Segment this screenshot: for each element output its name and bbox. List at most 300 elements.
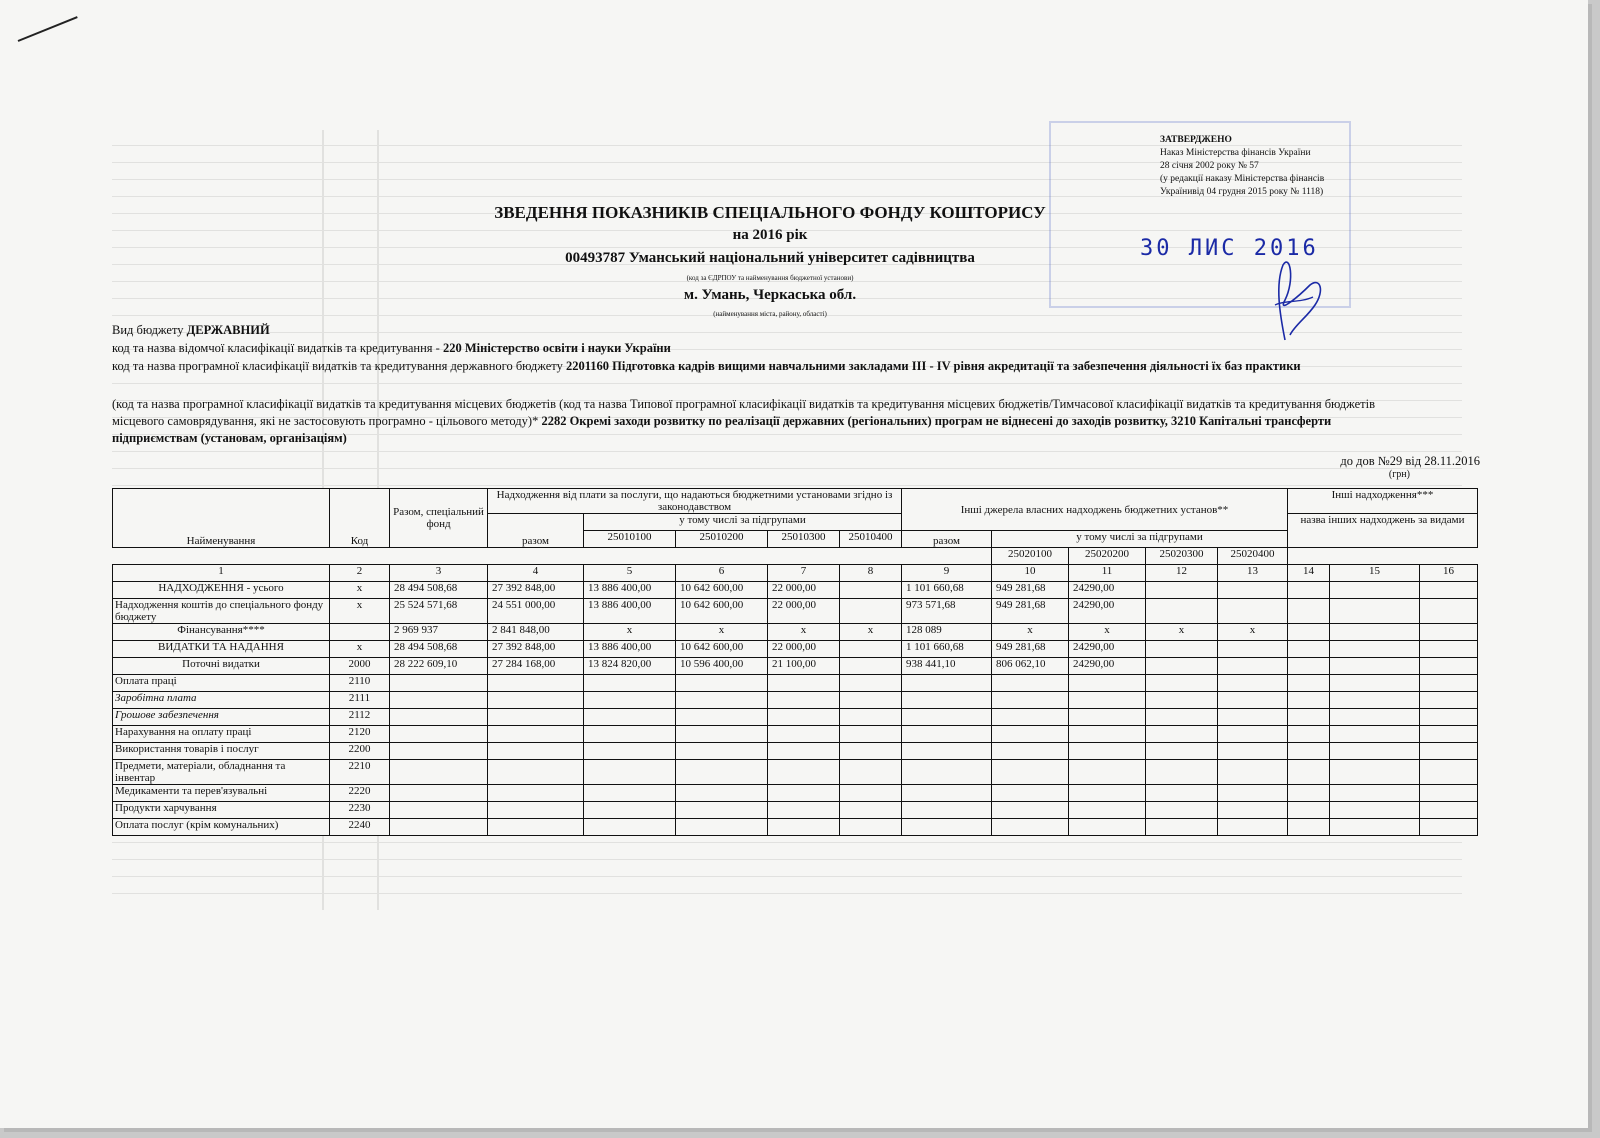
column-number: 2 — [330, 565, 390, 582]
table-cell — [840, 675, 902, 692]
table-cell — [992, 726, 1069, 743]
table-cell: 24290,00 — [1069, 582, 1146, 599]
table-cell — [1069, 760, 1146, 785]
table-cell — [1069, 785, 1146, 802]
table-row — [113, 692, 1478, 709]
pen-mark — [18, 16, 78, 42]
table-cell — [1146, 692, 1218, 709]
header-fees-group: Надходження від плати за послуги, що надаються бюджетними установами згідно із законодавством — [488, 489, 902, 514]
table-cell — [584, 726, 676, 743]
table-cell — [488, 692, 584, 709]
table-cell — [1218, 641, 1288, 658]
table-cell — [488, 675, 584, 692]
table-row — [113, 785, 1478, 802]
header-fees-code: 25010200 — [676, 531, 768, 548]
table-cell — [840, 641, 902, 658]
table-cell — [1420, 726, 1478, 743]
table-row — [113, 819, 1478, 836]
program-class-label: код та назва програмної класифікації видатків та кредитування державного бюджету — [112, 359, 566, 373]
city-name: м. Умань, Черкаська обл. — [683, 287, 857, 303]
table-cell — [902, 802, 992, 819]
row-code: 2111 — [330, 692, 390, 709]
table-cell — [488, 760, 584, 785]
column-number-row — [113, 565, 1478, 582]
table-cell: х — [1218, 624, 1288, 641]
table-cell: 24290,00 — [1069, 599, 1146, 624]
table-cell: 28 494 508,68 — [390, 641, 488, 658]
table-row — [113, 743, 1478, 760]
table-cell: 28 222 609,10 — [390, 658, 488, 675]
table-cell — [1330, 624, 1420, 641]
row-label: Нарахування на оплату праці — [113, 726, 330, 743]
table-cell — [1420, 582, 1478, 599]
row-code: 2210 — [330, 760, 390, 785]
dept-class-label: код та назва відомчої класифікації видатків та кредитування - — [112, 341, 443, 355]
header-other-sub: назва інших надходжень за видами — [1288, 514, 1478, 548]
header-own-code: 25020300 — [1146, 548, 1218, 565]
table-cell — [768, 743, 840, 760]
budget-type-line — [112, 322, 270, 339]
table-cell — [1069, 726, 1146, 743]
table-cell: 10 596 400,00 — [676, 658, 768, 675]
table-cell — [1069, 675, 1146, 692]
approval-block — [1160, 134, 1360, 199]
estimate-table — [112, 488, 1478, 836]
table-cell — [1069, 743, 1146, 760]
table-cell — [1069, 692, 1146, 709]
table-cell — [1420, 658, 1478, 675]
table-cell — [1288, 709, 1330, 726]
table-cell — [1420, 692, 1478, 709]
header-other-group: Інші надходження*** — [1288, 489, 1478, 514]
table-cell: 24 551 000,00 — [488, 599, 584, 624]
table-cell — [1218, 658, 1288, 675]
table-cell — [902, 743, 992, 760]
approval-line-1: Наказ Міністерства фінансів України — [1160, 148, 1311, 158]
table-cell — [768, 726, 840, 743]
dept-class-value: 220 Міністерство освіти і науки України — [442, 341, 671, 355]
table-cell — [1146, 743, 1218, 760]
table-cell — [390, 726, 488, 743]
table-cell — [1146, 802, 1218, 819]
table-cell — [1288, 760, 1330, 785]
table-row — [113, 760, 1478, 785]
table-cell: 22 000,00 — [768, 599, 840, 624]
table-cell: 25 524 571,68 — [390, 599, 488, 624]
table-cell — [1420, 641, 1478, 658]
table-row — [113, 582, 1478, 599]
table-row — [113, 599, 1478, 624]
table-cell — [902, 785, 992, 802]
table-cell — [1069, 802, 1146, 819]
column-number: 6 — [676, 565, 768, 582]
row-code: 2112 — [330, 709, 390, 726]
table-cell — [1218, 760, 1288, 785]
header-total: Разом, спеціальний фонд — [390, 489, 488, 548]
table-cell — [840, 726, 902, 743]
table-cell — [1288, 624, 1330, 641]
table-cell — [902, 819, 992, 836]
column-number: 9 — [902, 565, 992, 582]
row-code: х — [330, 599, 390, 624]
table-cell — [768, 802, 840, 819]
table-cell — [390, 802, 488, 819]
table-cell — [676, 709, 768, 726]
header-own-code: 25020200 — [1069, 548, 1146, 565]
table-cell — [1146, 641, 1218, 658]
table-cell — [1288, 726, 1330, 743]
doc-reference-text: до дов №29 від 28.11.2016 — [1340, 454, 1480, 468]
header-own-sub: у тому числі за підгрупами — [992, 531, 1288, 548]
table-cell — [1218, 692, 1288, 709]
table-cell — [902, 760, 992, 785]
table-cell — [584, 819, 676, 836]
table-cell — [584, 692, 676, 709]
table-cell: 949 281,68 — [992, 599, 1069, 624]
row-label: Поточні видатки — [113, 658, 330, 675]
table-cell — [992, 743, 1069, 760]
table-cell — [1146, 582, 1218, 599]
table-cell: х — [676, 624, 768, 641]
approval-line-3: (у редакції наказу Міністерства фінансів Українивід 04 грудня 2015 року № 1118) — [1160, 174, 1325, 197]
column-number: 12 — [1146, 565, 1218, 582]
header-fees-code: 25010400 — [840, 531, 902, 548]
table-cell: 1 101 660,68 — [902, 641, 992, 658]
program-class-line — [112, 358, 1332, 375]
table-cell — [840, 819, 902, 836]
local-class-line — [112, 396, 1412, 447]
table-cell: 13 886 400,00 — [584, 641, 676, 658]
table-row — [113, 641, 1478, 658]
table-cell — [1146, 785, 1218, 802]
table-cell — [768, 692, 840, 709]
header-name: Найменування — [113, 489, 330, 548]
table-cell — [1288, 641, 1330, 658]
table-cell — [1420, 675, 1478, 692]
table-cell: х — [840, 624, 902, 641]
table-cell — [584, 802, 676, 819]
table-cell — [676, 819, 768, 836]
table-cell — [584, 785, 676, 802]
table-cell — [992, 675, 1069, 692]
table-cell — [390, 743, 488, 760]
institution-note: (код за ЄДРПОУ та найменування бюджетної установи) — [686, 274, 854, 282]
table-cell — [992, 760, 1069, 785]
table-cell — [584, 709, 676, 726]
table-cell — [390, 692, 488, 709]
row-code: 2200 — [330, 743, 390, 760]
row-label: НАДХОДЖЕННЯ - усього — [113, 582, 330, 599]
table-cell: 806 062,10 — [992, 658, 1069, 675]
table-cell — [840, 658, 902, 675]
table-cell — [1069, 709, 1146, 726]
table-cell — [1330, 819, 1420, 836]
table-cell — [992, 802, 1069, 819]
table-cell — [902, 675, 992, 692]
table-cell — [1330, 582, 1420, 599]
table-cell — [1330, 785, 1420, 802]
row-label: Медикаменти та перев'язувальні — [113, 785, 330, 802]
budget-type-value: ДЕРЖАВНИЙ — [186, 323, 270, 337]
table-cell: х — [992, 624, 1069, 641]
table-cell — [902, 692, 992, 709]
table-cell — [584, 675, 676, 692]
table-cell — [488, 819, 584, 836]
table-cell: 28 494 508,68 — [390, 582, 488, 599]
table-cell — [1288, 658, 1330, 675]
table-cell — [1420, 785, 1478, 802]
table-cell — [1420, 709, 1478, 726]
table-cell — [1146, 726, 1218, 743]
table-cell — [840, 582, 902, 599]
row-label: ВИДАТКИ ТА НАДАННЯ — [113, 641, 330, 658]
table-cell: 22 000,00 — [768, 641, 840, 658]
table-cell: 27 392 848,00 — [488, 641, 584, 658]
table-cell — [1218, 582, 1288, 599]
column-number: 5 — [584, 565, 676, 582]
table-cell: 2 969 937 — [390, 624, 488, 641]
table-row — [113, 658, 1478, 675]
table-cell — [840, 709, 902, 726]
table-cell — [1218, 819, 1288, 836]
table-cell — [768, 675, 840, 692]
table-cell — [676, 743, 768, 760]
table-row — [113, 802, 1478, 819]
table-cell — [390, 760, 488, 785]
table-cell — [840, 760, 902, 785]
table-cell — [1288, 692, 1330, 709]
table-cell — [390, 709, 488, 726]
page-title: ЗВЕДЕННЯ ПОКАЗНИКІВ СПЕЦІАЛЬНОГО ФОНДУ КОШТОРИСУ — [494, 203, 1046, 222]
table-cell — [1420, 802, 1478, 819]
currency-note: (грн) — [1388, 469, 1410, 480]
header-own-group: Інші джерела власних надходжень бюджетних установ** — [902, 489, 1288, 531]
row-label: Предмети, матеріали, обладнання та інвентар — [113, 760, 330, 785]
approval-line-2: 28 січня 2002 року № 57 — [1160, 161, 1259, 171]
table-cell — [676, 692, 768, 709]
table-cell — [902, 709, 992, 726]
table-cell: 27 392 848,00 — [488, 582, 584, 599]
table-cell — [488, 743, 584, 760]
row-label: Заробітна плата — [113, 692, 330, 709]
table-cell: х — [768, 624, 840, 641]
table-cell: 10 642 600,00 — [676, 582, 768, 599]
column-number: 13 — [1218, 565, 1288, 582]
local-class-value: 2282 Окремі заходи розвитку по реалізації державних (регіональних) програм не віднесені до заходів розвитку, 3210 Капітальні трансферти підприємствам (установам, організаціям) — [112, 414, 1332, 445]
table-cell — [584, 743, 676, 760]
table-cell — [1146, 819, 1218, 836]
table-cell — [1146, 709, 1218, 726]
column-number: 11 — [1069, 565, 1146, 582]
table-cell — [676, 785, 768, 802]
table-cell — [1330, 675, 1420, 692]
column-number: 8 — [840, 565, 902, 582]
table-cell — [1069, 819, 1146, 836]
table-cell — [992, 692, 1069, 709]
table-cell: 949 281,68 — [992, 582, 1069, 599]
table-cell: 938 441,10 — [902, 658, 992, 675]
table-cell — [1420, 599, 1478, 624]
table-cell — [1146, 658, 1218, 675]
table-cell: 2 841 848,00 — [488, 624, 584, 641]
table-cell: 22 000,00 — [768, 582, 840, 599]
row-code — [330, 624, 390, 641]
table-cell — [1288, 582, 1330, 599]
header-own-total: разом — [902, 531, 992, 548]
table-cell: 27 284 168,00 — [488, 658, 584, 675]
row-code: 2120 — [330, 726, 390, 743]
column-number: 4 — [488, 565, 584, 582]
table-cell — [768, 760, 840, 785]
budget-year: на 2016 рік — [732, 227, 808, 243]
table-cell: 24290,00 — [1069, 641, 1146, 658]
table-row — [113, 709, 1478, 726]
signature-icon — [1255, 255, 1335, 345]
table-cell — [676, 760, 768, 785]
table-cell: х — [584, 624, 676, 641]
table-cell — [488, 709, 584, 726]
table-cell — [768, 785, 840, 802]
table-cell — [840, 802, 902, 819]
column-number: 15 — [1330, 565, 1420, 582]
table-cell — [1330, 802, 1420, 819]
table-cell — [768, 709, 840, 726]
stamp-date: 30 ЛИС 2016 — [1140, 236, 1319, 261]
column-number: 3 — [390, 565, 488, 582]
table-cell — [1330, 726, 1420, 743]
table-cell — [1146, 599, 1218, 624]
header-fees-code: 25010100 — [584, 531, 676, 548]
table-cell — [1330, 641, 1420, 658]
table-cell — [1288, 599, 1330, 624]
doc-reference — [1200, 454, 1480, 482]
row-code: 2000 — [330, 658, 390, 675]
table-cell — [1218, 726, 1288, 743]
table-row — [113, 726, 1478, 743]
table-cell — [840, 692, 902, 709]
budget-type-label: Вид бюджету — [112, 323, 187, 337]
table-cell — [1288, 819, 1330, 836]
table-cell — [1218, 709, 1288, 726]
table-cell — [1218, 785, 1288, 802]
row-label: Використання товарів і послуг — [113, 743, 330, 760]
row-label: Грошове забезпечення — [113, 709, 330, 726]
table-cell: 1 101 660,68 — [902, 582, 992, 599]
table-row — [113, 675, 1478, 692]
row-code: 2220 — [330, 785, 390, 802]
table-cell — [1330, 709, 1420, 726]
row-code: 2110 — [330, 675, 390, 692]
column-number: 7 — [768, 565, 840, 582]
header-own-codes-row — [113, 548, 1478, 565]
table-cell: 949 281,68 — [992, 641, 1069, 658]
table-cell — [1330, 760, 1420, 785]
table-cell: 24290,00 — [1069, 658, 1146, 675]
city-note: (найменування міста, району, області) — [713, 310, 827, 318]
table-cell — [1218, 802, 1288, 819]
row-code: х — [330, 641, 390, 658]
table-cell — [488, 802, 584, 819]
table-cell: 13 886 400,00 — [584, 582, 676, 599]
header-fees-total: разом — [488, 514, 584, 548]
row-label: Оплата послуг (крім комунальних) — [113, 819, 330, 836]
column-number: 10 — [992, 565, 1069, 582]
table-cell — [390, 675, 488, 692]
column-number: 1 — [113, 565, 330, 582]
row-label: Фінансування**** — [113, 624, 330, 641]
row-label: Надходження коштів до спеціального фонду бюджету — [113, 599, 330, 624]
dept-class-line — [112, 340, 671, 357]
table-cell — [992, 819, 1069, 836]
table-cell — [1288, 785, 1330, 802]
table-cell — [488, 785, 584, 802]
table-cell — [992, 785, 1069, 802]
header-own-code: 25020100 — [992, 548, 1069, 565]
table-cell — [390, 785, 488, 802]
table-cell — [1218, 743, 1288, 760]
table-cell — [1288, 675, 1330, 692]
row-code: х — [330, 582, 390, 599]
header-fees-sub: у тому числі за підгрупами — [584, 514, 902, 531]
table-cell — [1420, 760, 1478, 785]
table-cell — [676, 802, 768, 819]
table-cell — [1330, 743, 1420, 760]
table-cell — [1330, 692, 1420, 709]
table-row — [113, 624, 1478, 641]
table-cell: х — [1146, 624, 1218, 641]
table-cell — [1330, 658, 1420, 675]
local-class-label: (код та назва програмної класифікації видатків та кредитування місцевих бюджетів (код та назва Типової програмної класифікації видатків та кредитування місцевих бюджетів/Тимчасової класифікації видатків та кредитування бюджетів місцевого самоврядування, які не застосовують програмно - цільового методу)* — [112, 397, 1375, 428]
table-cell — [1218, 675, 1288, 692]
table-cell — [1218, 599, 1288, 624]
institution-name: 00493787 Уманський національний університет садівництва — [565, 250, 975, 266]
column-number: 16 — [1420, 565, 1478, 582]
program-class-value: 2201160 Підготовка кадрів вищими навчальними закладами ІІІ - ІV рівня акредитації та забезпечення діяльності їх баз практики — [565, 359, 1301, 373]
table-cell — [1420, 743, 1478, 760]
table-cell — [840, 785, 902, 802]
table-cell: 973 571,68 — [902, 599, 992, 624]
table-cell — [390, 819, 488, 836]
column-number: 14 — [1288, 565, 1330, 582]
header-own-code: 25020400 — [1218, 548, 1288, 565]
table-cell — [840, 743, 902, 760]
table-cell — [676, 726, 768, 743]
table-cell: 10 642 600,00 — [676, 599, 768, 624]
row-code: 2240 — [330, 819, 390, 836]
table-cell — [1420, 819, 1478, 836]
table-cell: 13 824 820,00 — [584, 658, 676, 675]
table-cell — [1288, 802, 1330, 819]
table-cell: 13 886 400,00 — [584, 599, 676, 624]
table-cell — [676, 675, 768, 692]
row-code: 2230 — [330, 802, 390, 819]
table-cell — [768, 819, 840, 836]
table-cell: 128 089 — [902, 624, 992, 641]
table-cell — [840, 599, 902, 624]
table-cell — [902, 726, 992, 743]
header-code: Код — [330, 489, 390, 548]
table-cell — [1330, 599, 1420, 624]
table-cell — [1146, 760, 1218, 785]
table-cell — [1420, 624, 1478, 641]
table-cell: 21 100,00 — [768, 658, 840, 675]
header-fees-code: 25010300 — [768, 531, 840, 548]
table-cell: х — [1069, 624, 1146, 641]
table-cell — [992, 709, 1069, 726]
table-cell — [1288, 743, 1330, 760]
row-label: Продукти харчування — [113, 802, 330, 819]
table-cell — [488, 726, 584, 743]
